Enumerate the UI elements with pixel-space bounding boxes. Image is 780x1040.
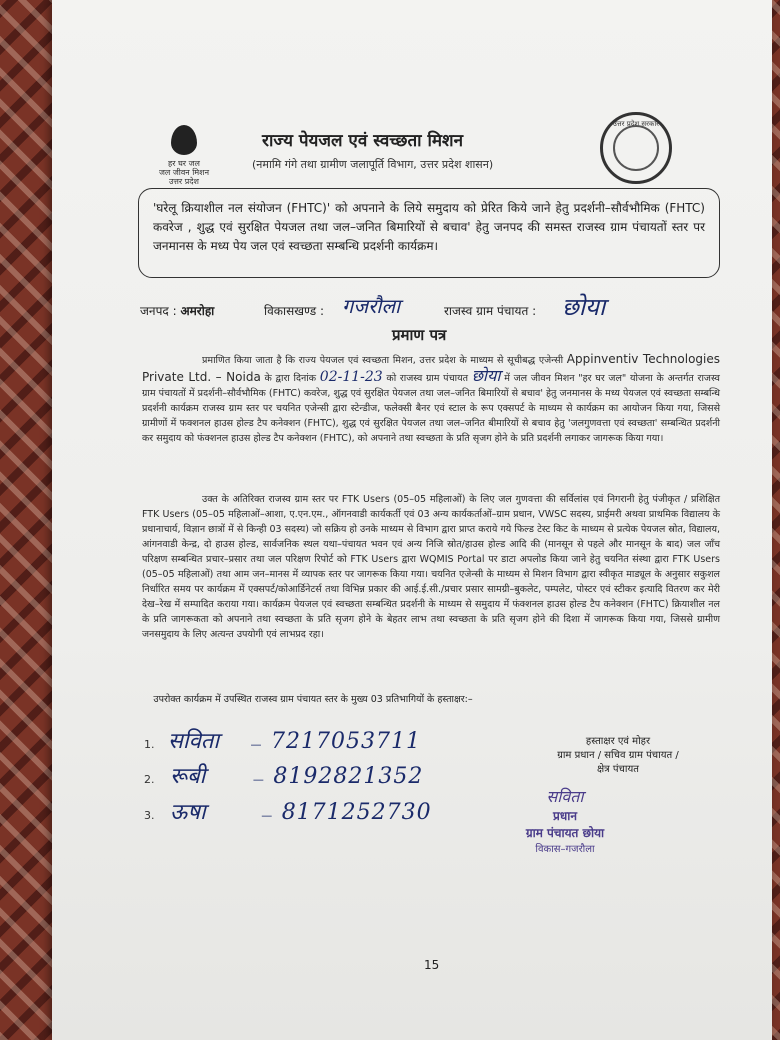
participant-dash: —	[252, 773, 264, 786]
p1-village: छोया	[471, 366, 501, 385]
stamp-line-3: विकास–गजरौला	[535, 844, 595, 855]
stamp-line-1: प्रधान	[553, 809, 577, 823]
participant-phone: 8171252730	[281, 800, 432, 825]
program-description: 'घरेलू क्रियाशील नल संयोजन (FHTC)' को अपनाने के लिये समुदाय को प्रेरित किये जाने हेतु प्रदर्शनी–सौर्वभौमिक (FHTC) कवरेज , शुद्ध एवं सुरक्षित पेयजल तथा जल–जनित बिमारियों से बचाव' हेतु जनपद की समस्त राजस्व ग्राम पंचायतों स्तर पर जनमानस के मध्य पेय जल एवं स्वच्छता सम्बन्धि प्रदर्शनी कार्यक्रम।	[153, 201, 705, 253]
participant-phone: 8192821352	[273, 764, 424, 789]
p1-village-label: को राजस्व ग्राम पंचायत	[386, 373, 468, 384]
participant-name: सविता	[168, 729, 220, 754]
har-ghar-jal-logo	[152, 125, 216, 195]
participant-row-3	[144, 796, 432, 826]
p1-date: 02-11-23	[319, 369, 383, 385]
logo-caption: हर घर जल जल जीवन मिशन उत्तर प्रदेश	[158, 159, 210, 186]
panchayat-label: राजस्व ग्राम पंचायत :	[444, 304, 537, 318]
participants-signature-label: उपरोक्त कार्यक्रम में उपस्थित राजस्व ग्राम पंचायत स्तर के मुख्य 03 प्रतिभागियों के हस्ताक्षर:–	[153, 694, 473, 705]
sign-block-line-3: क्षेत्र पंचायत	[597, 764, 639, 775]
seal-emblem-icon	[613, 125, 659, 171]
stamp-signature: सविता	[546, 787, 584, 806]
panchayat-field	[444, 302, 536, 319]
participant-row-1	[144, 725, 421, 755]
up-government-seal	[600, 112, 672, 184]
sign-block-line-2: ग्राम प्रधान / सचिव ग्राम पंचायत /	[557, 750, 679, 761]
water-drop-icon	[171, 125, 197, 155]
participant-row-2	[144, 760, 423, 790]
stamp-line-2: ग्राम पंचायत छोया	[525, 826, 605, 840]
participant-phone: 7217053711	[271, 729, 422, 754]
participant-number: 3.	[144, 809, 155, 822]
program-description-box	[138, 188, 720, 278]
participant-dash: —	[261, 809, 273, 822]
pradhan-stamp	[490, 785, 640, 855]
panchayat-value: छोया	[562, 293, 606, 321]
participant-name: रूबी	[170, 764, 206, 789]
block-label: विकासखण्ड :	[264, 304, 325, 318]
block-field	[264, 302, 324, 319]
paragraph-1	[142, 352, 720, 446]
authority-sign-block	[538, 735, 698, 777]
page-title: राज्य पेयजल एवं स्वच्छता मिशन	[262, 131, 464, 151]
sign-block-line-1: हस्ताक्षर एवं मोहर	[585, 736, 651, 747]
p1-date-label: के द्वारा दिनांक	[264, 373, 317, 384]
page-number: 15	[424, 958, 440, 972]
participant-dash: —	[250, 738, 262, 751]
block-value: गजरौला	[342, 294, 401, 318]
p1-body: में जल जीवन मिशन "हर घर जल" योजना के अन्तर्गत राजस्व ग्राम पंचायतों में प्रदर्शनी–सौर्वभौमिक (FHTC) कवरेज, शुद्ध एवं सुरक्षित पेयजल तथा जल–जनित बिमारियों से बचाव' हेतु जनमानस के मध्य पेयजल एवं स्वच्छता सम्बन्धि प्रदर्शनी कार्यक्रम राजस्व ग्राम स्तर पर चयनित एजेन्सी द्वारा स्टेन्डीज, फलेक्सी बैनर एवं स्टाल के रूप एक्सपर्ट के माध्यम से कार्यक्रम का आयोजन किया गया, जिससे ग्रामीणों में फक्शनल हाउस होल्ड टैप कनेक्शन (FHTC), शुद्ध एवं सुरक्षित पेयजल तथा जल–जनित बीमारियों से बचाव हेतु 'जलगुणवत्ता एवं स्वच्छता' सम्बन्धित प्रदर्शनी कर समुदाय को फंक्शनल हाउस होल्ड टैप कनेक्शन (FHTC), को अपनाने तथा स्वच्छता के प्रति सृजग होने के प्रति प्रदर्शनी लगाकर जागरूक किया गया।	[142, 373, 720, 444]
document-page	[52, 0, 772, 1040]
paragraph-2: उक्त के अतिरिक्त राजस्व ग्राम स्तर पर FTK Users (05–05 महिलाओं) के लिए जल गुणवत्ता की सर्विलांस एवं निगरानी हेतु पंजीकृत / प्रशिक्षित FTK Users (05–05 महिलाओं–आशा, ए.एन.एम., ऑगनवाडी कार्यकर्ती एवं 03 अन्य कार्यकर्ताओं–ग्राम प्रधान, VWSC सदस्य, प्राईमरी अथवा प्राथमिक विद्यालय के प्रधानाचार्य, विज्ञान छात्रों में से किन्ही 03 सदस्य) जो सक्रिय हो उनके माध्यम से विभाग द्वारा प्राप्त कराये गये फिल्ड टेस्ट किट के माध्यम से प्रत्येक पेयजल स्रोत, विद्यालय, आंगनवाडी केन्द्र, दो हाउस होल्ड, सार्वजनिक स्थल यथा–पंचायत भवन एवं अन्य निजि स्रोत/हाउस होल्ड आदि की (मानसून से पहले और मानसून के बाद) जल जाँच परिक्षण सम्बन्धित प्रचार–प्रसार तथा जल परिक्षण रिपोर्ट को FTK Users द्वारा WQMIS Portal पर डाटा अपलोड किया जाने हेतु चयनित संस्था द्वारा FTK Users (05–05 महिलाओं) तथा आम जन–मानस में व्यापक स्तर पर जागरूक किया गया। चयनित एजेन्सी के माध्यम से मिशन विभाग द्वारा स्वीकृत माड्यूल के अनुसार सकुशल निर्धारित समय पर कार्यक्रम में एक्सपर्ट/कोआर्डिनेटर्स तथा विभिन्न प्रकार की आई.ई.सी./प्रचार प्रसार सामग्री–बुकलेट, पम्पलेट, पोस्टर एवं स्टीकर इत्यादि वितरण कर मेरी देख–रेख में सम्पादित कराया गया। कार्यक्रम पेयजल एवं स्वच्छता सम्बन्धित प्रदर्शनी के माध्यम से समुदाय में फंक्शनल हाउस होल्ड टैप कनेक्शन (FHTC) क्रियाशील नल के प्रति जागरूकता को अपनाने तथा स्वच्छता के प्रति सृजग होने के बेहतर लाभ तथा स्वच्छता के प्रति सृजग होने की दिशा में जागरूक किया गया, जिससे ग्रामीण जनसमुदाय के लिए अत्यन्त उपयोगी एवं लाभप्रद रहा।	[142, 494, 720, 640]
p1-intro: प्रमाणित किया जाता है कि राज्य पेयजल एवं स्वच्छता मिशन, उत्तर प्रदेश के माध्यम से सूचीबद्ध एजेन्सी	[202, 355, 564, 366]
participant-number: 2.	[144, 773, 155, 786]
district-label: जनपद :	[140, 304, 177, 318]
certificate-title: प्रमाण पत्र	[392, 326, 447, 344]
p1-company: Appinventiv Technologies Private Ltd. – Noida	[142, 352, 721, 384]
district-field	[140, 302, 214, 319]
participant-name: ऊषा	[170, 800, 206, 825]
district-value: अमरोहा	[180, 304, 215, 318]
page-subtitle: (नमामि गंगे तथा ग्रामीण जलापूर्ति विभाग, उत्तर प्रदेश शासन)	[252, 158, 494, 171]
participant-number: 1.	[144, 738, 155, 751]
seal-text: उत्तर प्रदेश सरकार	[612, 120, 660, 128]
